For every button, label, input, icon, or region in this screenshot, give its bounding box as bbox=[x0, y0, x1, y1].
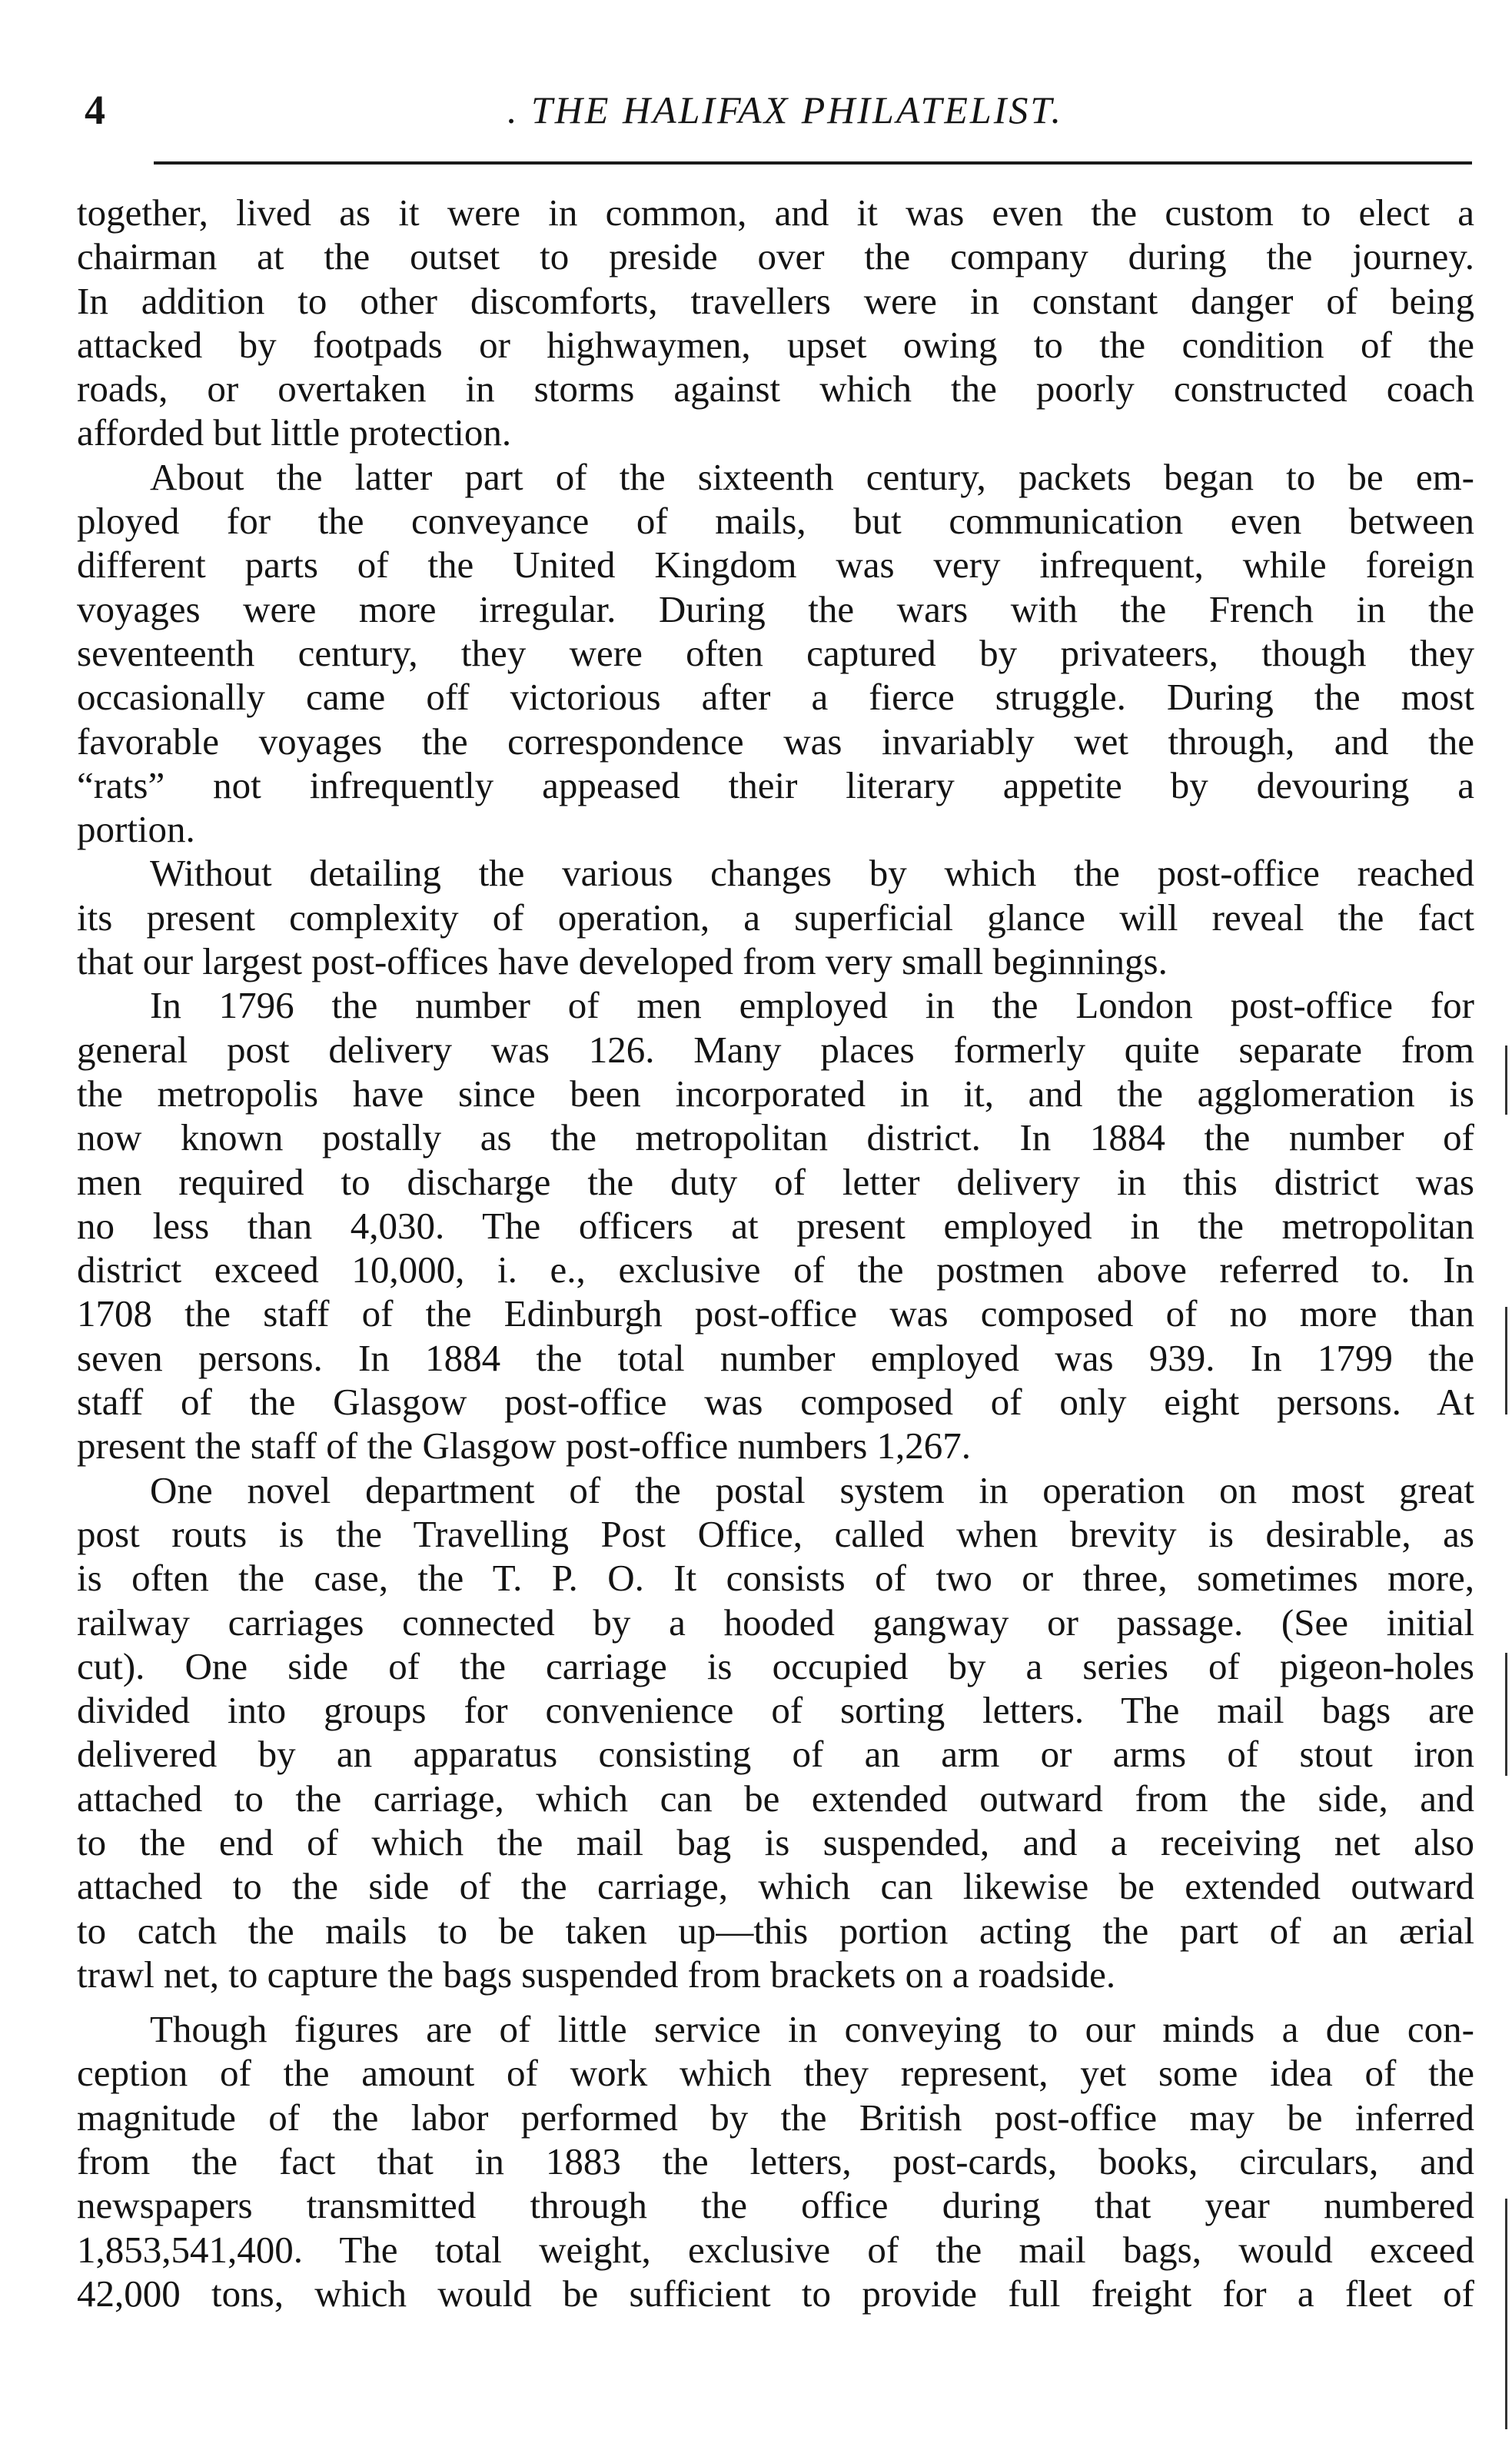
paragraph bbox=[77, 851, 1474, 983]
paragraph bbox=[77, 1468, 1474, 1997]
text-line: In 1796 the number of men employed in the London post-office for bbox=[150, 984, 1474, 1027]
scan-edge-mark bbox=[1505, 1653, 1507, 1776]
text-line: afforded but little protection. bbox=[77, 411, 512, 454]
text-line: roads, or overtaken in storms against which the poorly constructed coach bbox=[77, 367, 1474, 411]
text-line: In addition to other discomforts, travellers were in constant danger of being bbox=[77, 279, 1474, 322]
paragraph bbox=[77, 191, 1474, 455]
text-line: seven persons. In 1884 the total number employed was 939. In 1799 the bbox=[77, 1336, 1474, 1379]
scan-edge-mark bbox=[1505, 1307, 1507, 1414]
paragraph bbox=[77, 455, 1474, 852]
text-line: that our largest post-offices have developed from very small beginnings. bbox=[77, 940, 1168, 983]
article-body bbox=[77, 191, 1474, 2315]
text-line: the metropolis have since been incorporated in it, and the agglomeration is bbox=[77, 1072, 1474, 1115]
text-line: chairman at the outset to preside over the company during the journey. bbox=[77, 235, 1474, 278]
text-line: different parts of the United Kingdom was very infrequent, while foreign bbox=[77, 544, 1474, 587]
scan-edge-mark bbox=[1505, 1045, 1507, 1115]
running-title: . THE HALIFAX PHILATELIST. bbox=[507, 88, 1063, 131]
text-line: trawl net, to capture the bags suspended from brackets on a roadside. bbox=[77, 1953, 1116, 1996]
text-line: magnitude of the labor performed by the British post-office may be inferred bbox=[77, 2096, 1474, 2139]
text-line: 42,000 tons, which would be sufficient to provide full freight for a fleet of bbox=[77, 2272, 1474, 2315]
paragraph-gap bbox=[77, 1996, 1474, 2007]
text-line: 1708 the staff of the Edinburgh post-office was composed of no more than bbox=[77, 1292, 1474, 1335]
text-line: no less than 4,030. The officers at present employed in the metropolitan bbox=[77, 1204, 1474, 1247]
text-line: to the end of which the mail bag is suspended, and a receiving net also bbox=[77, 1820, 1474, 1863]
paragraph bbox=[77, 2007, 1474, 2315]
text-line: attacked by footpads or highwaymen, upset owing to the condition of the bbox=[77, 323, 1474, 366]
text-line: divided into groups for convenience of sorting letters. The mail bags are bbox=[77, 1689, 1474, 1732]
text-line: now known postally as the metropolitan district. In 1884 the number of bbox=[77, 1116, 1474, 1159]
text-line: favorable voyages the correspondence was invariably wet through, and the bbox=[77, 720, 1474, 763]
text-line: voyages were more irregular. During the wars with the French in the bbox=[77, 587, 1474, 630]
text-line: present the staff of the Glasgow post-office numbers 1,267. bbox=[77, 1424, 972, 1468]
text-line: district exceed 10,000, i. e., exclusive of the postmen above referred to. In bbox=[77, 1248, 1474, 1291]
text-line: delivered by an apparatus consisting of an arm or arms of stout iron bbox=[77, 1733, 1474, 1776]
text-line: men required to discharge the duty of letter delivery in this district was bbox=[77, 1160, 1474, 1203]
text-line: to catch the mails to be taken up—this portion acting the part of an ærial bbox=[77, 1909, 1474, 1952]
scan-edge-mark bbox=[1505, 2199, 1507, 2429]
text-line: Without detailing the various changes by which the post-office reached bbox=[150, 852, 1474, 895]
paragraph bbox=[77, 983, 1474, 1468]
page-number: 4 bbox=[85, 87, 105, 133]
text-line: portion. bbox=[77, 808, 195, 851]
text-line: attached to the carriage, which can be extended outward from the side, and bbox=[77, 1777, 1474, 1820]
text-line: 1,853,541,400. The total weight, exclusive of the mail bags, would exceed bbox=[77, 2228, 1474, 2271]
text-line: attached to the side of the carriage, which can likewise be extended outward bbox=[77, 1865, 1474, 1908]
text-line: newspapers transmitted through the office during that year numbered bbox=[77, 2184, 1474, 2227]
text-line: together, lived as it were in common, and it was even the custom to elect a bbox=[77, 191, 1474, 234]
text-line: ployed for the conveyance of mails, but communication even between bbox=[77, 500, 1474, 543]
text-line: ception of the amount of work which they represent, yet some idea of the bbox=[77, 2052, 1474, 2095]
text-line: from the fact that in 1883 the letters, post-cards, books, circulars, and bbox=[77, 2140, 1474, 2183]
page-header bbox=[77, 83, 1484, 137]
text-line: One novel department of the postal system in operation on most great bbox=[150, 1468, 1474, 1511]
text-line: seventeenth century, they were often captured by privateers, though they bbox=[77, 631, 1474, 674]
text-line: occasionally came off victorious after a fierce struggle. During the most bbox=[77, 676, 1474, 719]
text-line: “rats” not infrequently appeased their literary appetite by devouring a bbox=[77, 763, 1474, 806]
header-rule bbox=[154, 161, 1472, 165]
text-line: post routs is the Travelling Post Office, called when brevity is desirable, as bbox=[77, 1512, 1474, 1555]
text-line: general post delivery was 126. Many places formerly quite separate from bbox=[77, 1028, 1474, 1071]
text-line: its present complexity of operation, a superficial glance will reveal the fact bbox=[77, 896, 1474, 939]
text-line: railway carriages connected by a hooded gangway or passage. (See initial bbox=[77, 1601, 1474, 1644]
text-line: is often the case, the T. P. O. It consists of two or three, sometimes more, bbox=[77, 1557, 1474, 1600]
text-line: About the latter part of the sixteenth century, packets began to be em- bbox=[150, 455, 1474, 498]
text-line: staff of the Glasgow post-office was composed of only eight persons. At bbox=[77, 1381, 1474, 1424]
text-line: Though figures are of little service in conveying to our minds a due con- bbox=[150, 2008, 1474, 2051]
text-line: cut). One side of the carriage is occupied by a series of pigeon-holes bbox=[77, 1644, 1474, 1687]
